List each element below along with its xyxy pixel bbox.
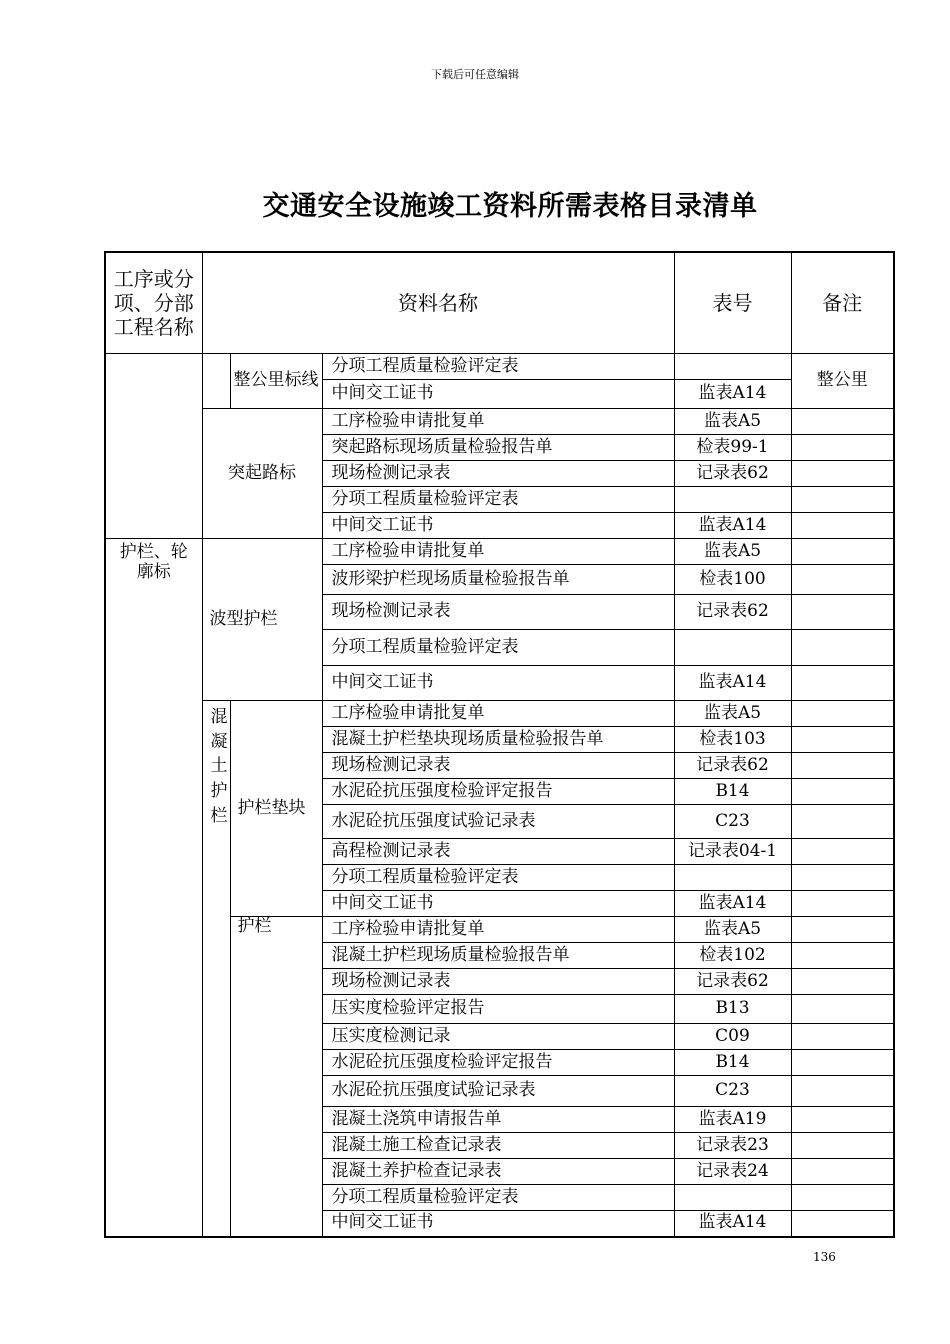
section-label: 波型护栏 <box>202 539 322 701</box>
form-no: B13 <box>674 995 791 1024</box>
header-note: 下载后可任意编辑 <box>431 68 519 81</box>
doc-name: 现场检测记录表 <box>322 595 674 630</box>
doc-name: 混凝土养护检查记录表 <box>322 1159 674 1185</box>
remark-cell <box>791 805 894 839</box>
doc-name: 水泥砼抗压强度检验评定报告 <box>322 779 674 805</box>
doc-name: 工序检验申请批复单 <box>322 701 674 727</box>
remark-cell <box>791 943 894 969</box>
remark-cell <box>791 1050 894 1076</box>
form-no: 监表A14 <box>674 891 791 917</box>
division-label-text: 护栏、轮廓标 <box>119 542 188 582</box>
remark-cell <box>791 435 894 461</box>
form-no: C23 <box>674 805 791 839</box>
form-no: 记录表62 <box>674 753 791 779</box>
remark-cell <box>791 539 894 565</box>
doc-name: 工序检验申请批复单 <box>322 539 674 565</box>
doc-name: 波形梁护栏现场质量检验报告单 <box>322 565 674 595</box>
remark-cell <box>791 1211 894 1237</box>
remark-cell <box>791 595 894 630</box>
form-no: C09 <box>674 1024 791 1050</box>
form-no: 记录表23 <box>674 1133 791 1159</box>
page-number: 136 <box>813 1250 836 1264</box>
remark-cell <box>791 969 894 995</box>
remark-cell <box>791 513 894 539</box>
remark-cell <box>791 461 894 487</box>
doc-name: 混凝土护栏现场质量检验报告单 <box>322 943 674 969</box>
remark-cell <box>791 727 894 753</box>
remark-cell <box>791 1133 894 1159</box>
doc-name: 压实度检验评定报告 <box>322 995 674 1024</box>
sec-a-blank <box>202 354 230 409</box>
doc-name: 分项工程质量检验评定表 <box>322 630 674 666</box>
form-no: C23 <box>674 1076 791 1107</box>
doc-name: 水泥砼抗压强度试验记录表 <box>322 805 674 839</box>
doc-name: 混凝土施工检查记录表 <box>322 1133 674 1159</box>
form-no: 检表100 <box>674 565 791 595</box>
doc-name: 现场检测记录表 <box>322 461 674 487</box>
header-remark: 备注 <box>791 252 894 354</box>
remark-cell <box>791 409 894 435</box>
form-no: 检表102 <box>674 943 791 969</box>
remark-cell <box>791 1159 894 1185</box>
doc-name: 混凝土护栏垫块现场质量检验报告单 <box>322 727 674 753</box>
form-no: 监表A5 <box>674 409 791 435</box>
remark-cell <box>791 839 894 865</box>
remark-cell <box>791 995 894 1024</box>
doc-name: 中间交工证书 <box>322 1211 674 1237</box>
doc-name: 分项工程质量检验评定表 <box>322 487 674 513</box>
remark: 整公里 <box>791 354 894 409</box>
table-row <box>105 409 894 435</box>
doc-name: 中间交工证书 <box>322 380 674 409</box>
remark-cell <box>791 891 894 917</box>
form-no <box>674 487 791 513</box>
header-doc-name: 资料名称 <box>202 252 674 354</box>
form-no <box>674 865 791 891</box>
form-no: 检表103 <box>674 727 791 753</box>
form-no: 记录表62 <box>674 595 791 630</box>
doc-name: 水泥砼抗压强度检验评定报告 <box>322 1050 674 1076</box>
document-title: 交通安全设施竣工资料所需表格目录清单 <box>262 191 758 222</box>
remark-cell <box>791 565 894 595</box>
subsection-label: 护栏垫块 <box>230 701 322 917</box>
form-no: 记录表62 <box>674 969 791 995</box>
form-no: 检表99-1 <box>674 435 791 461</box>
form-no: 记录表24 <box>674 1159 791 1185</box>
remark-cell <box>791 666 894 701</box>
table-row <box>105 701 894 727</box>
doc-name: 工序检验申请批复单 <box>322 409 674 435</box>
remark-cell <box>791 917 894 943</box>
doc-name: 中间交工证书 <box>322 666 674 701</box>
doc-name: 压实度检测记录 <box>322 1024 674 1050</box>
remark-cell <box>791 630 894 666</box>
header-process: 工序或分项、分部工程名称 <box>105 252 202 354</box>
remark-cell <box>791 753 894 779</box>
remark-cell <box>791 779 894 805</box>
doc-name: 突起路标现场质量检验报告单 <box>322 435 674 461</box>
doc-name: 分项工程质量检验评定表 <box>322 865 674 891</box>
division-blank <box>105 354 202 539</box>
form-no: 监表A14 <box>674 380 791 409</box>
section-label: 突起路标 <box>202 409 322 539</box>
remark-cell <box>791 1024 894 1050</box>
doc-name: 分项工程质量检验评定表 <box>322 1185 674 1211</box>
subsection-label: 护栏 <box>230 917 322 1237</box>
doc-name: 现场检测记录表 <box>322 753 674 779</box>
header-form-no: 表号 <box>674 252 791 354</box>
form-no: 监表A14 <box>674 666 791 701</box>
remark-cell <box>791 701 894 727</box>
form-no: 监表A14 <box>674 513 791 539</box>
doc-name: 中间交工证书 <box>322 513 674 539</box>
doc-name: 高程检测记录表 <box>322 839 674 865</box>
form-no: 记录表62 <box>674 461 791 487</box>
form-no: 监表A5 <box>674 917 791 943</box>
doc-name: 水泥砼抗压强度试验记录表 <box>322 1076 674 1107</box>
form-no: 记录表04-1 <box>674 839 791 865</box>
section-label-text: 混凝土护栏 <box>210 707 228 826</box>
doc-name: 工序检验申请批复单 <box>322 917 674 943</box>
form-no: B14 <box>674 1050 791 1076</box>
doc-name: 混凝土浇筑申请报告单 <box>322 1107 674 1133</box>
table-header-row <box>105 252 894 354</box>
form-no: B14 <box>674 779 791 805</box>
remark-cell <box>791 1107 894 1133</box>
doc-name: 分项工程质量检验评定表 <box>322 354 674 380</box>
doc-name: 现场检测记录表 <box>322 969 674 995</box>
table-row <box>105 354 894 380</box>
remark-cell <box>791 865 894 891</box>
form-no <box>674 1185 791 1211</box>
form-no: 监表A5 <box>674 539 791 565</box>
remark-cell <box>791 1076 894 1107</box>
form-no <box>674 354 791 380</box>
doc-name: 中间交工证书 <box>322 891 674 917</box>
forms-table <box>104 251 895 1238</box>
form-no <box>674 630 791 666</box>
form-no: 监表A5 <box>674 701 791 727</box>
section-label: 整公里标线 <box>230 354 322 409</box>
table-row <box>105 539 894 565</box>
form-no: 监表A14 <box>674 1211 791 1237</box>
division-label <box>105 539 202 1237</box>
remark-cell <box>791 487 894 513</box>
section-label-vertical <box>202 701 230 1237</box>
form-no: 监表A19 <box>674 1107 791 1133</box>
remark-cell <box>791 1185 894 1211</box>
